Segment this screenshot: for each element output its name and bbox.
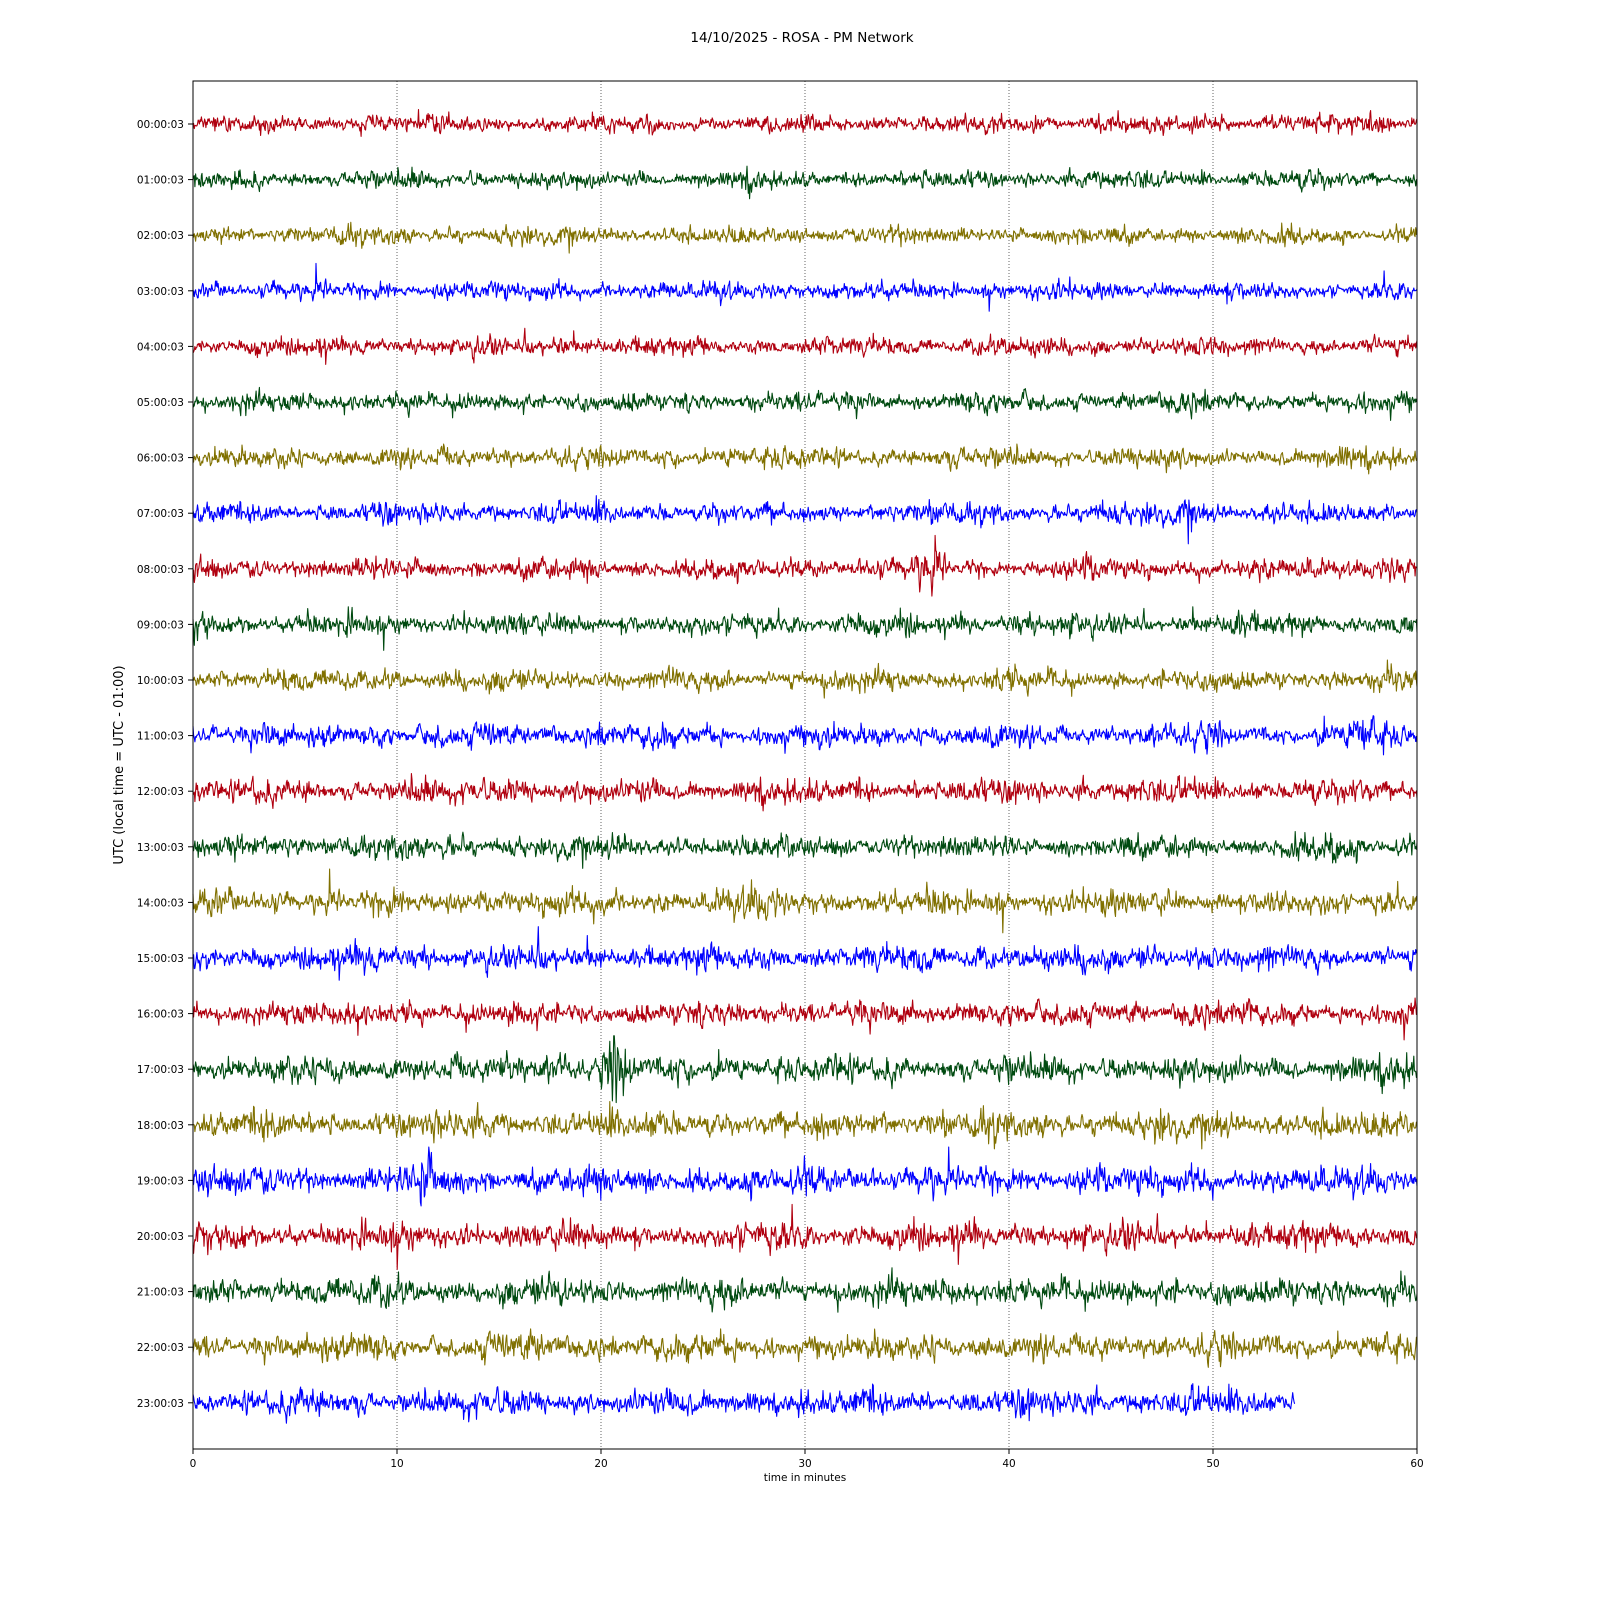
- y-tick-label: 13:00:03: [136, 841, 184, 854]
- y-tick-label: 23:00:03: [136, 1397, 184, 1410]
- y-tick-label: 11:00:03: [136, 730, 184, 743]
- trace-16-00-03: [193, 998, 1417, 1040]
- trace-12-00-03: [193, 774, 1417, 811]
- x-tick-labels: [190, 1449, 1424, 1470]
- y-tick-label: 06:00:03: [136, 452, 184, 465]
- y-tick-labels: [137, 119, 193, 1410]
- trace-18-00-03: [193, 1102, 1417, 1149]
- trace-05-00-03: [193, 387, 1417, 420]
- y-tick-label: 10:00:03: [136, 675, 184, 687]
- trace-09-00-03: [193, 607, 1417, 651]
- trace-06-00-03: [193, 444, 1417, 474]
- x-tick-label: 20: [594, 1458, 608, 1470]
- y-tick-label: 02:00:03: [136, 230, 184, 243]
- y-tick-label: 07:00:03: [136, 508, 184, 521]
- y-tick-label: 01:00:03: [136, 174, 184, 187]
- x-tick-label: 0: [189, 1458, 197, 1470]
- y-tick-label: 21:00:03: [136, 1286, 184, 1299]
- y-axis-label: UTC (local time = UTC - 01:00): [112, 665, 127, 865]
- y-tick-label: 05:00:03: [136, 397, 184, 409]
- x-tick-label: 10: [390, 1458, 404, 1470]
- y-tick-label: 15:00:03: [136, 953, 184, 965]
- y-tick-label: 08:00:03: [136, 563, 184, 576]
- x-tick-label: 60: [1410, 1458, 1424, 1470]
- y-tick-label: 16:00:03: [136, 1008, 184, 1021]
- y-tick-label: 03:00:03: [136, 285, 184, 298]
- y-tick-label: 14:00:03: [136, 897, 184, 910]
- y-tick-label: 19:00:03: [136, 1175, 184, 1188]
- y-tick-label: 20:00:03: [136, 1231, 184, 1243]
- x-tick-label: 40: [1002, 1458, 1016, 1470]
- trace-08-00-03: [193, 535, 1417, 596]
- y-tick-label: 12:00:03: [136, 786, 184, 799]
- x-tick-label: 50: [1206, 1458, 1220, 1470]
- chart-title: 14/10/2025 - ROSA - PM Network: [690, 30, 914, 46]
- y-tick-label: 00:00:03: [136, 119, 184, 131]
- y-tick-label: 22:00:03: [136, 1342, 184, 1355]
- y-tick-label: 17:00:03: [136, 1064, 184, 1077]
- y-tick-label: 09:00:03: [136, 619, 184, 632]
- trace-23-00-03: [193, 1384, 1295, 1424]
- trace-22-00-03: [193, 1329, 1417, 1367]
- x-tick-label: 30: [798, 1458, 812, 1470]
- trace-11-00-03: [193, 716, 1417, 755]
- x-axis-label: time in minutes: [763, 1472, 847, 1484]
- y-tick-label: 04:00:03: [136, 341, 184, 354]
- trace-10-00-03: [193, 660, 1417, 698]
- y-tick-label: 18:00:03: [136, 1119, 184, 1132]
